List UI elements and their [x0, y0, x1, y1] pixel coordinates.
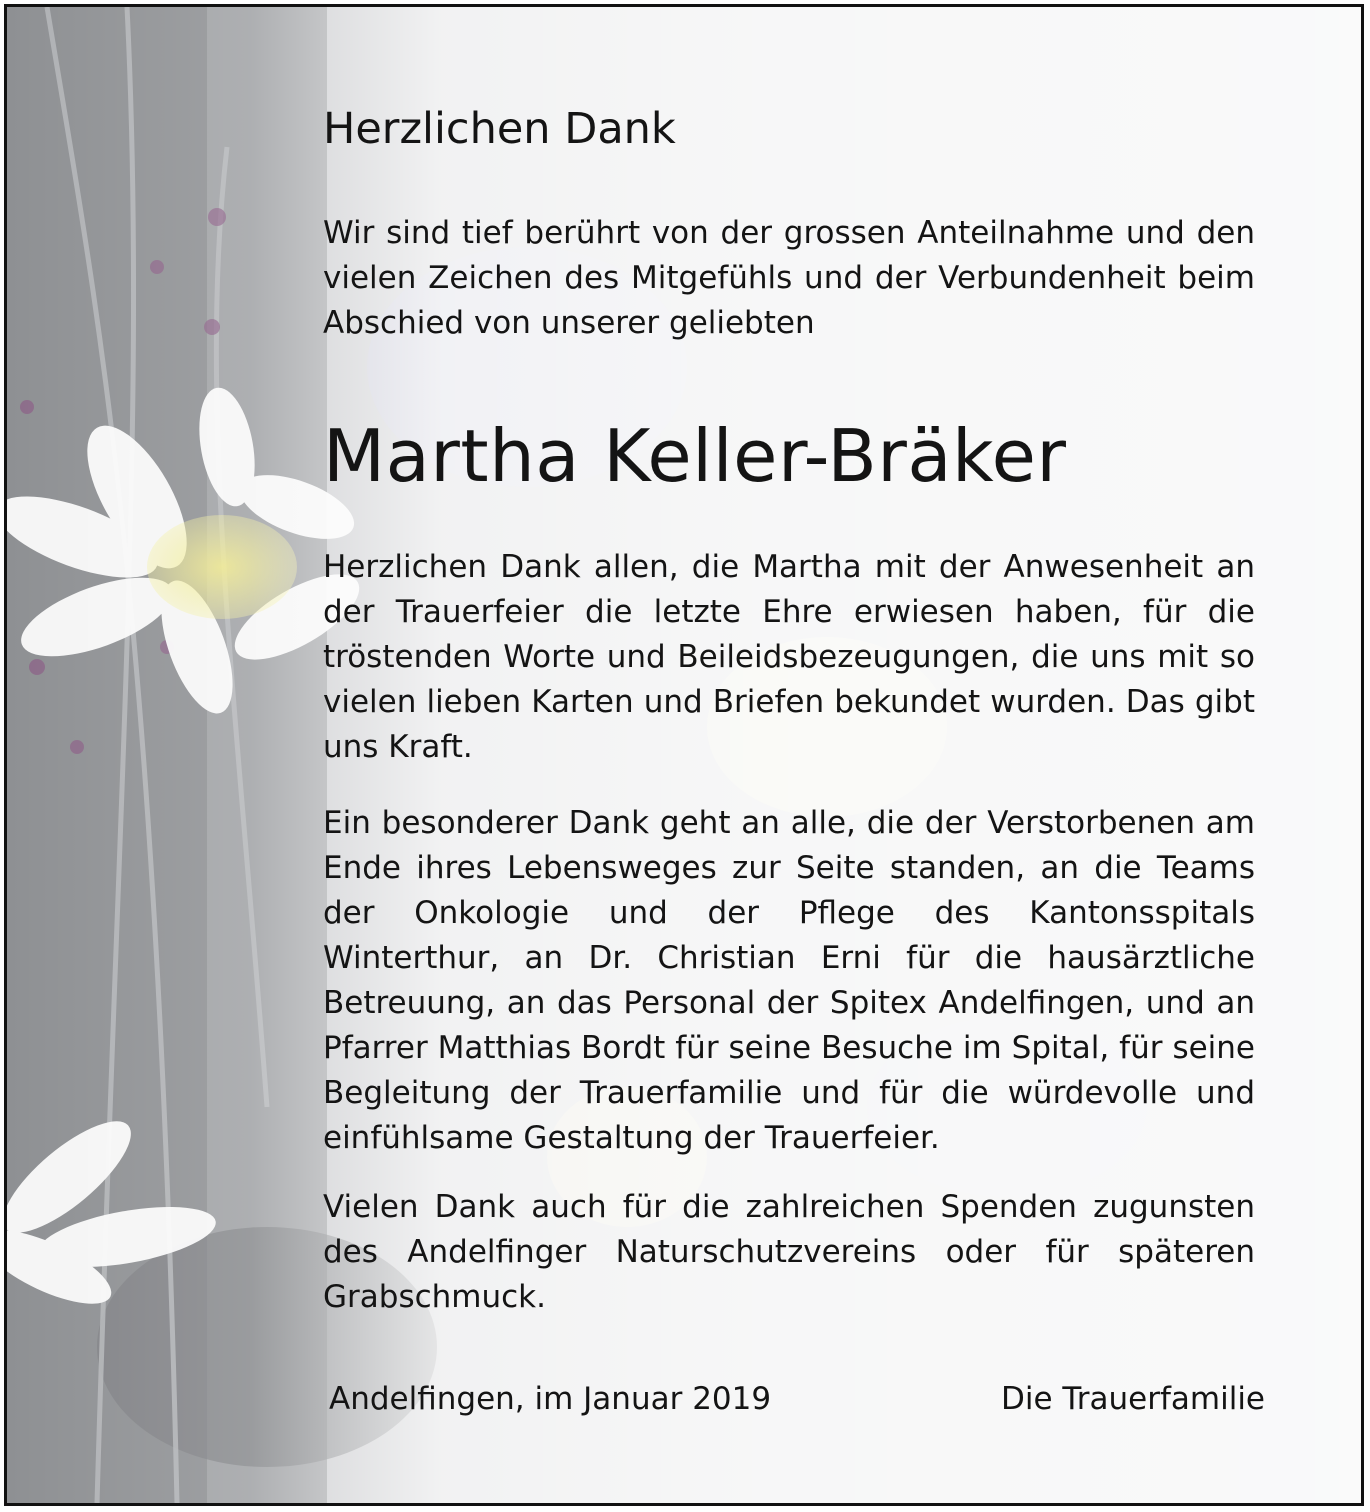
deceased-name: Martha Keller-Bräker — [323, 414, 1067, 498]
intro-paragraph: Wir sind tief berührt von der grossen Anteilnahme und den vielen Zeichen des Mitgefühls und der Verbundenheit beim Abschied von unserer geliebten — [323, 215, 1255, 341]
obituary-card — [4, 4, 1364, 1506]
thanks-paragraph-2: Ein besonderer Dank geht an alle, die der Verstorbenen am Ende ihres Lebensweges zur Seite standen, an die Teams der Onkologie und der Pflege des Kantonsspitals Winterthur, an Dr. Christian Erni für die hausärztliche Betreuung, an das Personal der Spitex Andelfingen, und an Pfarrer Matthias Bordt für seine Besuche im Spital, für seine Begleitung der Trauerfamilie und für die würdevolle und einfühlsame Gestaltung der Trauerfeier. — [323, 805, 1255, 1156]
thanks-paragraph-3: Vielen Dank auch für die zahlreichen Spenden zugunsten des Andelfinger Naturschutzvereins oder für späteren Grabschmuck. — [323, 1189, 1255, 1315]
signature: Die Trauerfamilie — [1000, 1381, 1265, 1417]
heading: Herzlichen Dank — [323, 104, 676, 154]
thanks-paragraph-1: Herzlichen Dank allen, die Martha mit der Anwesenheit an der Trauerfeier die letzte Ehre erwiesen haben, für die tröstenden Worte und Beileidsbezeugungen, die uns mit so vielen lieben Karten und Briefen bekundet wurden. Das gibt uns Kraft. — [323, 549, 1255, 765]
place-date: Andelfingen, im Januar 2019 — [329, 1381, 772, 1417]
